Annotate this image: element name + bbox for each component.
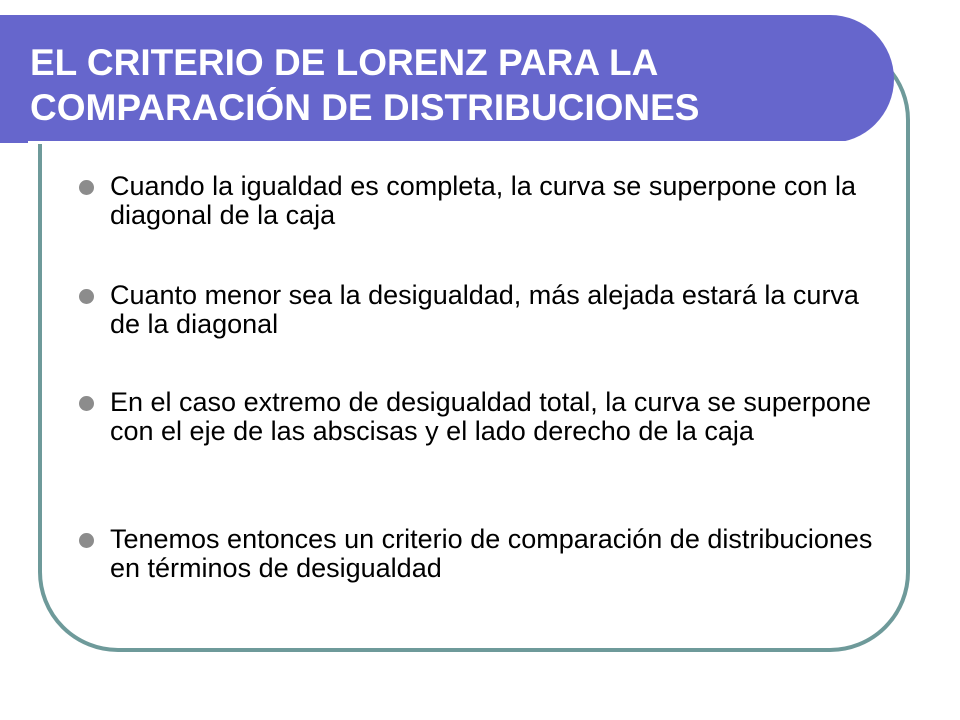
bullet-item	[74, 172, 884, 230]
bullet-item	[74, 525, 884, 583]
bullet-text: Cuanto menor sea la desigualdad, más alejada estará la curva de la diagonal	[110, 280, 859, 339]
bullet-dot-icon	[79, 180, 94, 195]
bullet-dot-icon	[79, 533, 94, 548]
bullet-dot-icon	[79, 396, 94, 411]
slide-title: EL CRITERIO DE LORENZ PARA LA COMPARACIÓN DE DISTRIBUCIONES	[30, 42, 700, 128]
bullet-item	[74, 388, 884, 446]
bullet-text: Tenemos entonces un criterio de comparación de distribuciones en términos de desigualdad	[110, 524, 873, 583]
bullet-item	[74, 281, 884, 339]
bullet-text: Cuando la igualdad es completa, la curva se superpone con la diagonal de la caja	[110, 171, 856, 230]
bullet-dot-icon	[79, 289, 94, 304]
bullet-text: En el caso extremo de desigualdad total, la curva se superpone con el eje de las abscisas y el lado derecho de la caja	[110, 387, 871, 446]
